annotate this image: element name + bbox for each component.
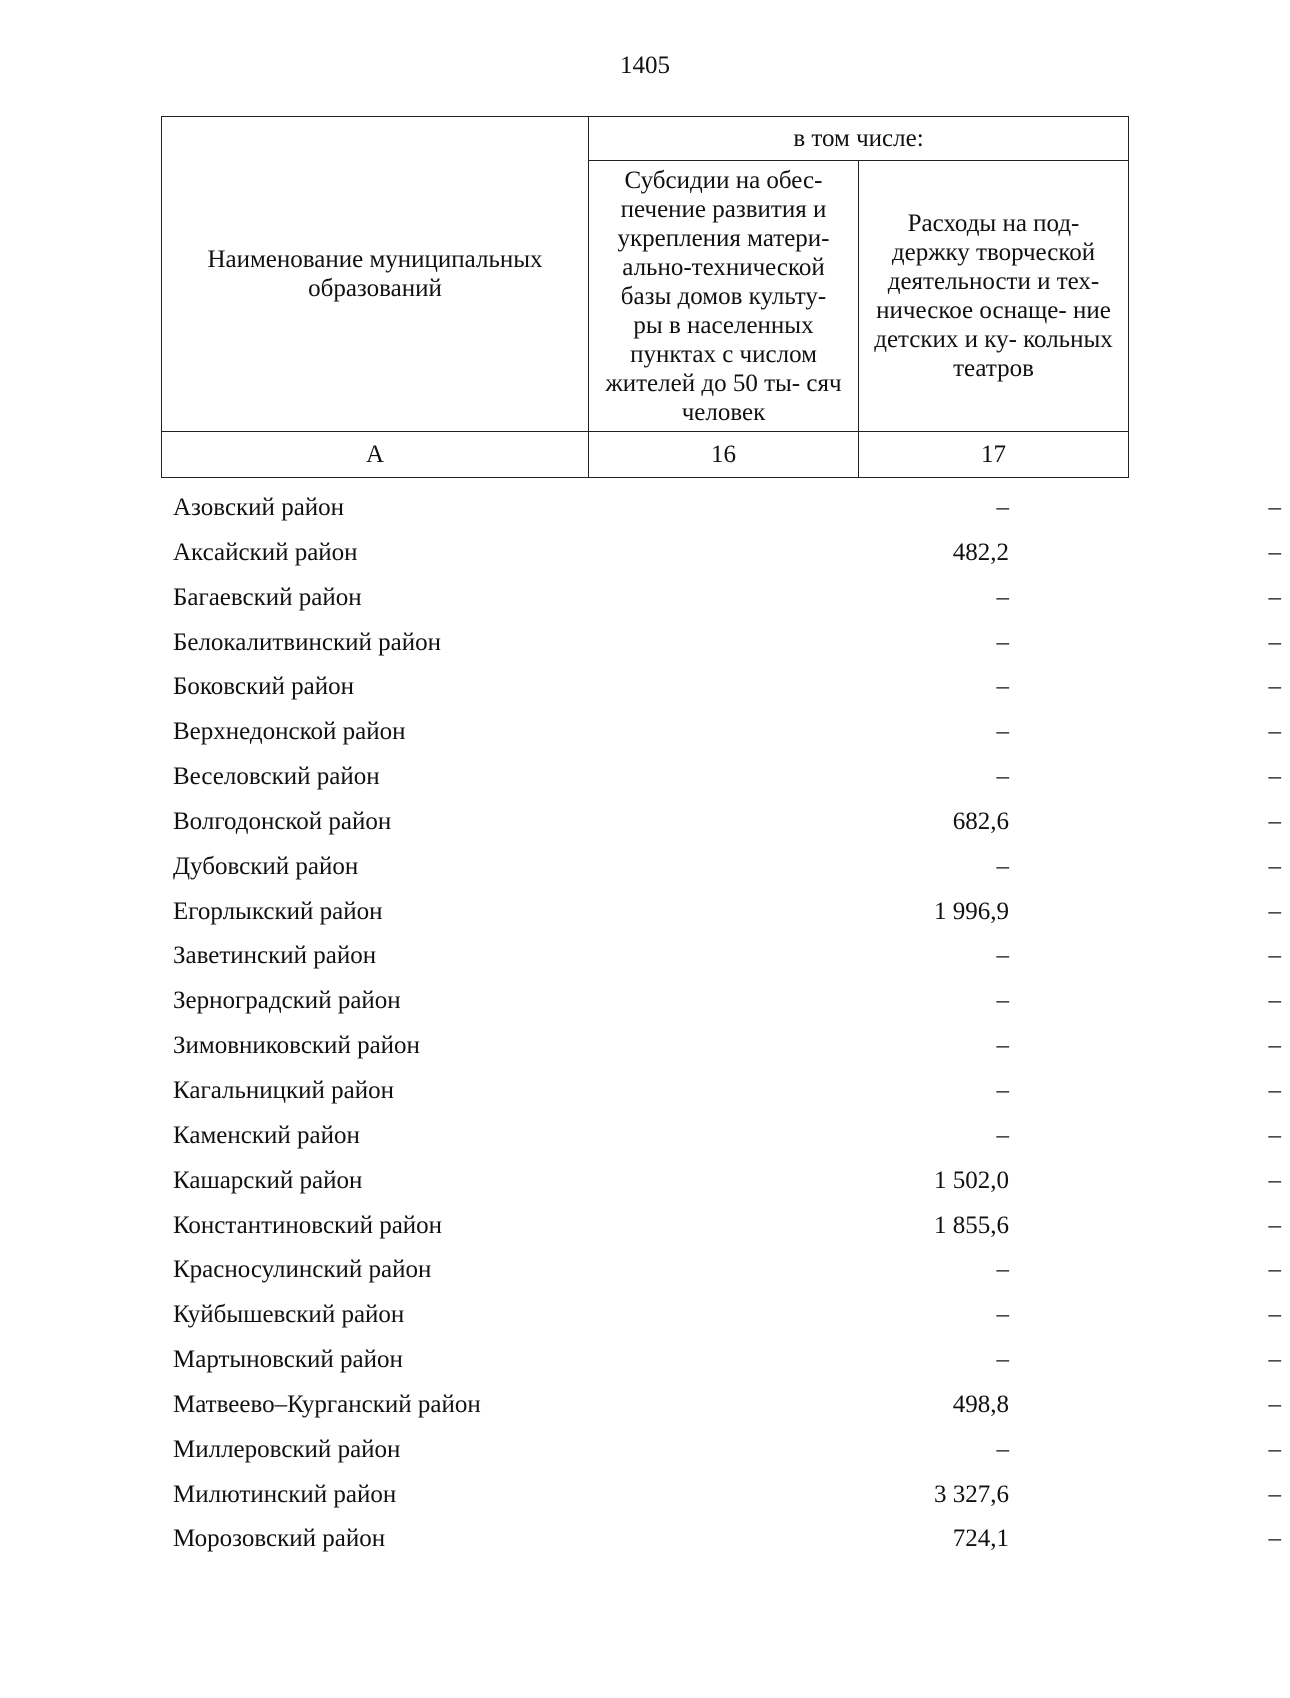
row-value-17: –: [1268, 718, 1281, 746]
row-name: Милютинский район: [173, 1480, 397, 1508]
row-name: Заветинский район: [173, 942, 377, 970]
row-value-17: –: [1268, 1346, 1281, 1374]
row-value-17: –: [1268, 583, 1281, 611]
row-value-16: –: [996, 942, 1009, 970]
row-name: Азовский район: [173, 494, 345, 521]
row-name: Мартыновский район: [173, 1346, 403, 1374]
table-header: [161, 116, 1129, 478]
row-value-16: –: [996, 673, 1009, 701]
table-row: [161, 890, 1281, 935]
header-name-column: [162, 117, 589, 432]
header-group-label: в том числе:: [793, 125, 924, 152]
row-value-17: –: [1268, 1525, 1281, 1553]
row-value-17: –: [1268, 852, 1281, 880]
row-name: Егорлыкский район: [173, 897, 383, 925]
row-name: Боковский район: [173, 673, 354, 701]
row-value-16: 3 327,6: [934, 1480, 1009, 1508]
row-value-16: –: [996, 1346, 1009, 1374]
row-value-16: –: [996, 718, 1009, 746]
row-name: Морозовский район: [173, 1525, 386, 1553]
row-name: Аксайский район: [173, 538, 358, 566]
table-row: [161, 1159, 1281, 1204]
table-row: [161, 576, 1281, 621]
row-value-16: 682,6: [952, 807, 1009, 835]
row-value-17: –: [1268, 628, 1281, 656]
table-row: [161, 979, 1281, 1024]
table-row: [161, 531, 1281, 576]
row-value-16: 1 996,9: [934, 897, 1009, 925]
row-value-17: –: [1268, 1166, 1281, 1194]
row-value-17: –: [1268, 1301, 1281, 1329]
row-value-16: –: [996, 1121, 1009, 1149]
row-name: Красносулинский район: [173, 1256, 432, 1284]
row-name: Каменский район: [173, 1121, 360, 1149]
row-value-16: 482,2: [952, 538, 1009, 566]
row-value-17: –: [1268, 673, 1281, 701]
table-row: [161, 665, 1281, 710]
header-group: [589, 117, 1129, 161]
header-col16-label: Субсидии на обес- печение развития и укрепления матери- ально-технической базы домов культу- ры в населенных пунктах с числом жителей до 50 ты- сяч человек: [605, 166, 842, 426]
row-name: Кагальницкий район: [173, 1076, 395, 1104]
row-name: Багаевский район: [173, 583, 362, 611]
row-name: Куйбышевский район: [173, 1301, 405, 1329]
header-col17-label: Расходы на под- держку творческой деятельности и тех- ническое оснаще- ние детских и ку- кольных театров: [874, 210, 1113, 382]
row-value-17: –: [1268, 897, 1281, 925]
row-value-17: –: [1268, 942, 1281, 970]
index-17: 17: [859, 432, 1129, 478]
row-value-17: –: [1268, 1480, 1281, 1508]
row-value-17: –: [1268, 1435, 1281, 1463]
row-name: Зимовниковский район: [173, 1032, 420, 1060]
header-name-column-label: Наименование муниципальных образований: [207, 246, 543, 302]
row-value-16: –: [996, 628, 1009, 656]
row-value-17: –: [1268, 1211, 1281, 1239]
table-row: [161, 710, 1281, 755]
table-row: [161, 800, 1281, 845]
table-row: [161, 934, 1281, 979]
row-value-17: –: [1268, 1256, 1281, 1284]
row-value-17: –: [1268, 987, 1281, 1015]
row-value-17: –: [1268, 1121, 1281, 1149]
row-value-17: –: [1268, 1390, 1281, 1418]
table-row: [161, 1428, 1281, 1473]
row-name: Волгодонской район: [173, 807, 392, 835]
row-value-16: –: [996, 1032, 1009, 1060]
table-row: [161, 845, 1281, 890]
row-value-17: –: [1268, 1076, 1281, 1104]
row-name: Дубовский район: [173, 852, 359, 880]
row-value-16: –: [996, 852, 1009, 880]
header-col16: [589, 161, 859, 432]
row-value-17: –: [1268, 1032, 1281, 1060]
row-value-16: –: [996, 987, 1009, 1015]
row-name: Веселовский район: [173, 763, 380, 791]
index-a: А: [162, 432, 589, 478]
row-value-16: –: [996, 583, 1009, 611]
table-row: [161, 1069, 1281, 1114]
table-row: [161, 486, 1281, 531]
row-value-16: –: [996, 1435, 1009, 1463]
table-row: [161, 1114, 1281, 1159]
row-name: Миллеровский район: [173, 1435, 401, 1463]
row-value-16: –: [996, 1256, 1009, 1284]
table-row: [161, 1473, 1281, 1518]
table-row: [161, 621, 1281, 666]
table-body: [161, 486, 1281, 1562]
row-value-16: 1 855,6: [934, 1211, 1009, 1239]
row-value-16: 498,8: [952, 1390, 1009, 1418]
row-name: Зерноградский район: [173, 987, 401, 1015]
page-number: 1405: [620, 52, 670, 79]
row-name: Верхнедонской район: [173, 718, 406, 746]
row-value-16: –: [996, 763, 1009, 791]
row-value-17: –: [1268, 807, 1281, 835]
row-value-17: –: [1268, 538, 1281, 566]
table-row: [161, 755, 1281, 800]
table-row: [161, 1383, 1281, 1428]
row-value-16: –: [996, 1076, 1009, 1104]
table-row: [161, 1293, 1281, 1338]
table-row: [161, 1338, 1281, 1383]
row-value-16: 1 502,0: [934, 1166, 1009, 1194]
row-value-17: –: [1268, 494, 1281, 521]
row-value-16: –: [996, 494, 1009, 521]
table-row: [161, 1517, 1281, 1562]
table-row: [161, 1204, 1281, 1249]
row-name: Белокалитвинский район: [173, 628, 441, 656]
header-col17: [859, 161, 1129, 432]
index-16: 16: [589, 432, 859, 478]
table-row: [161, 1024, 1281, 1069]
table-row: [161, 1248, 1281, 1293]
row-value-16: –: [996, 1301, 1009, 1329]
row-name: Кашарский район: [173, 1166, 363, 1194]
row-name: Матвеево–Курганский район: [173, 1390, 481, 1418]
row-value-16: 724,1: [952, 1525, 1009, 1553]
row-value-17: –: [1268, 763, 1281, 791]
row-name: Константиновский район: [173, 1211, 443, 1239]
